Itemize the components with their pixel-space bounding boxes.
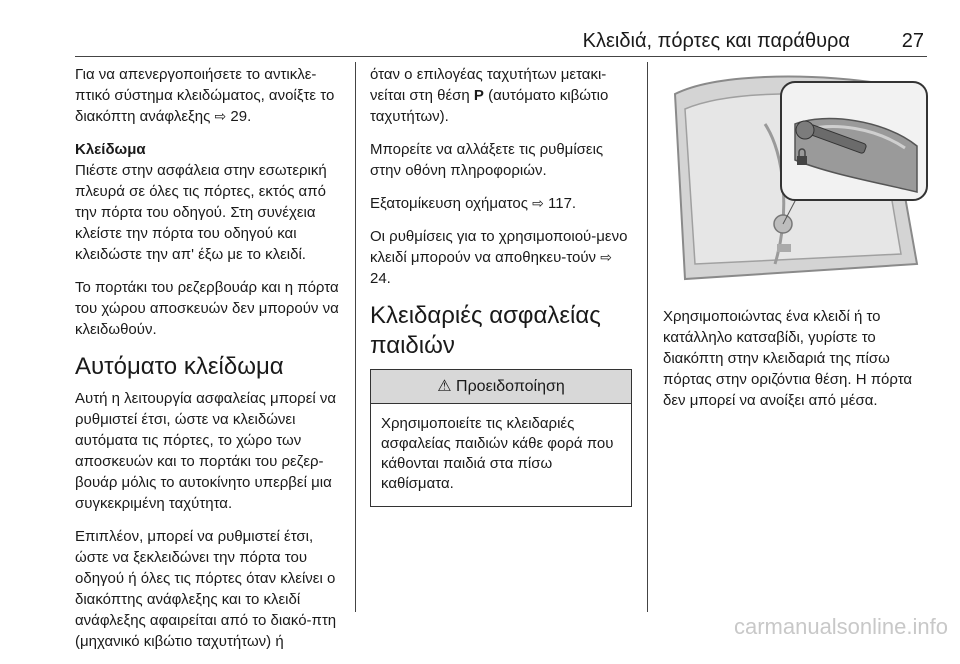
reference-arrow-icon: ⇨ bbox=[532, 195, 544, 211]
warning-title: Προειδοποίηση bbox=[456, 378, 565, 395]
intro-paragraph: Για να απενεργοποιήσετε το αντικλε‐πτικό σύστημα κλειδώματος, ανοίξτε το διακόπτη ανάφλεξης ⇨ 29. bbox=[75, 66, 335, 125]
auto-lock-paragraph-2: Επιπλέον, μπορεί να ρυθμιστεί έτσι, ώστε να ξεκλειδώνει την πόρτα του οδηγού ή όλες τις πόρτες όταν κλείνει ο διακόπτης ανάφλεξης και το κλειδί ανάφλεξης αφαιρείται από το διακό‐πτη (μηχανικό κιβώτιο ταχυτήτων) ή bbox=[75, 528, 337, 650]
reference-arrow-icon: ⇨ bbox=[214, 108, 227, 124]
key-settings-paragraph: Οι ρυθμίσεις για το χρησιμοποιού‐μενο κλειδί μπορούν να αποθηκευ‐τούν ⇨ 24. bbox=[370, 228, 628, 287]
column-divider-left bbox=[355, 62, 356, 612]
warning-box bbox=[370, 369, 632, 507]
auto-lock-paragraph: Αυτή η λειτουργία ασφαλείας μπορεί να ρυθμιστεί έτσι, ώστε να κλειδώνει αυτόματα τις πόρτες, το χώρο των αποσκευών και το πορτάκι του ρεζερ‐βουάρ μόλις το αυτοκίνητο υπερβεί μια συγκεκριμένη ταχύτητα. bbox=[75, 390, 337, 512]
auto-lock-heading: Αυτόματο κλείδωμα bbox=[75, 353, 284, 380]
watermark-text: carmanualsonline.info bbox=[733, 614, 948, 639]
column-left bbox=[75, 64, 345, 664]
warning-icon: ⚠ bbox=[437, 378, 452, 395]
settings-paragraph: Μπορείτε να αλλάξετε τις ρυθμίσεις στην οθόνη πληροφοριών. bbox=[370, 141, 604, 179]
page-number: 27 bbox=[901, 30, 924, 52]
page-title: Κλειδιά, πόρτες και παράθυρα bbox=[582, 30, 850, 52]
column-divider-right bbox=[647, 62, 648, 612]
tailgate-paragraph: Το πορτάκι του ρεζερβουάρ και η πόρτα του χώρου αποσκευών δεν μπορούν να κλειδωθούν. bbox=[75, 279, 339, 338]
figure-caption: Χρησιμοποιώντας ένα κλειδί ή το κατάλληλο κατσαβίδι, γυρίστε το διακόπτη στην κλειδαριά της πίσω πόρτας στην οριζόντια θέση. Η πόρτα δεν μπορεί να ανοίξει από μέσα. bbox=[663, 308, 913, 409]
child-lock-heading: Κλειδαριές ασφαλείας παιδιών bbox=[370, 302, 601, 359]
warning-text: Χρησιμοποιείτε τις κλειδαριές ασφαλείας παιδιών κάθε φορά που κάθονται παιδιά στα πίσω καθίσματα. bbox=[381, 415, 614, 492]
personalisation-paragraph: Εξατομίκευση οχήματος ⇨ 117. bbox=[370, 195, 577, 212]
gear-selector-paragraph: όταν ο επιλογέας ταχυτήτων μετακι‐νείται στη θέση P (αυτόματο κιβώτιο ταχυτήτων). bbox=[370, 66, 609, 125]
locking-paragraph: Κλείδωμα Πιέστε στην ασφάλεια στην εσωτερική πλευρά σε όλες τις πόρτες, εκτός από την πόρτα του οδηγού. Στη συνέχεια κλείστε την πόρτα του οδηγού και κλειδώστε την απ' έξω με το κλειδί. bbox=[75, 139, 345, 265]
column-right bbox=[663, 64, 925, 423]
warning-header bbox=[371, 370, 631, 404]
header-divider bbox=[75, 56, 927, 57]
reference-arrow-icon: ⇨ bbox=[600, 249, 612, 265]
column-middle bbox=[370, 64, 632, 507]
locking-subheading: Κλείδωμα bbox=[75, 141, 146, 158]
child-lock-illustration bbox=[655, 64, 933, 286]
